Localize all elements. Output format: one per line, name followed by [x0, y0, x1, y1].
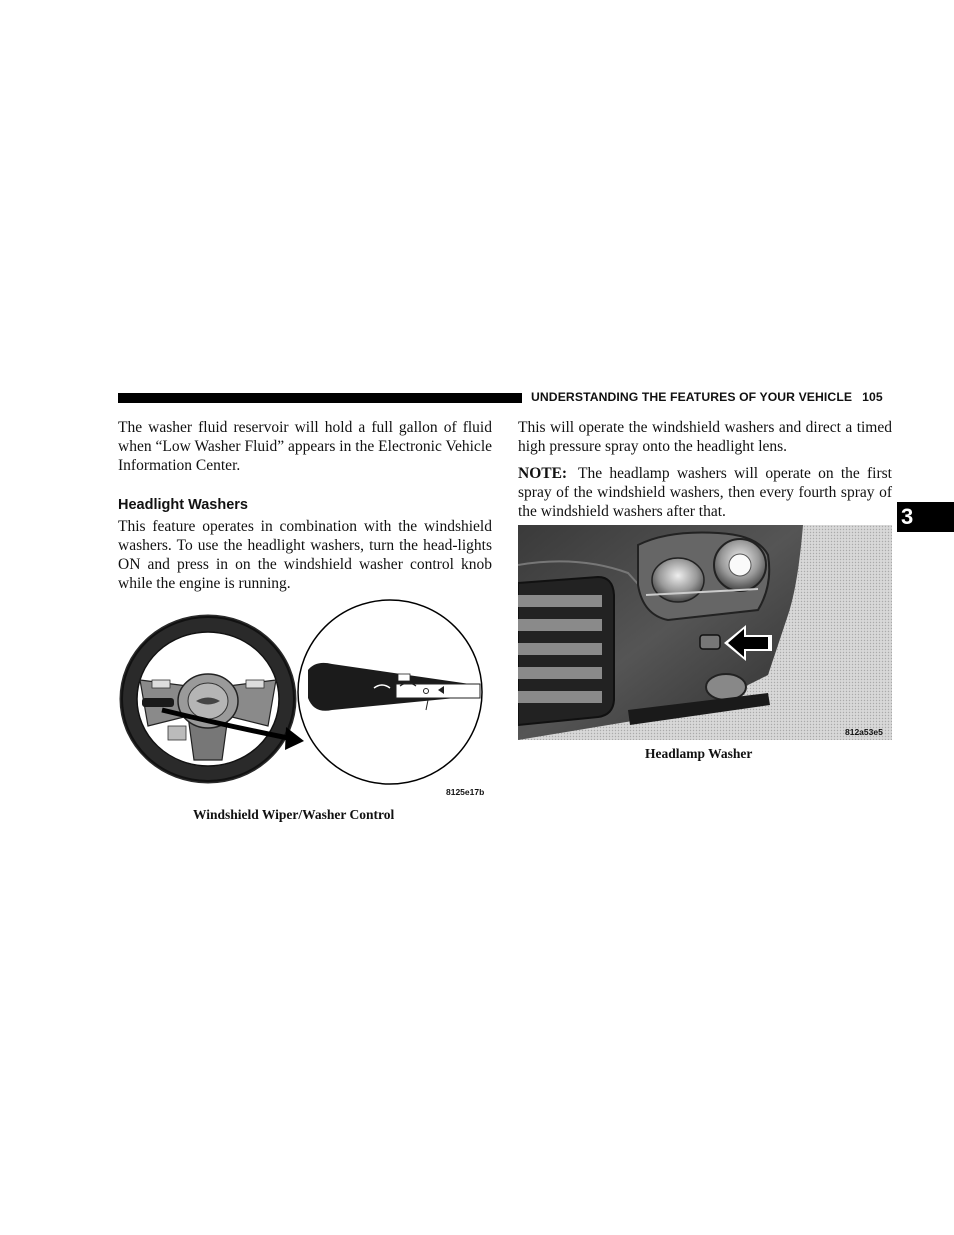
header-rule — [118, 393, 522, 403]
header-title: UNDERSTANDING THE FEATURES OF YOUR VEHICLE — [531, 390, 853, 404]
note-label: NOTE: — [518, 465, 568, 482]
intro-paragraph: The washer fluid reservoir will hold a full gallon of fluid when “Low Washer Fluid” appears in the Electronic Vehicle Information Center. — [118, 419, 492, 474]
left-column — [118, 418, 492, 593]
caption-wiper: Windshield Wiper/Washer Control — [193, 807, 395, 822]
headlamp-washer-photo — [518, 525, 892, 740]
washer-nozzle-icon — [700, 635, 720, 649]
magnified-stalk-icon — [298, 600, 482, 784]
chapter-tab: 3 — [897, 502, 954, 532]
body-paragraph: This feature operates in combination with the windshield washers. To use the headlight washers, turn the head-lights ON and press in on the windshield washer control knob while the engine is running. — [118, 518, 492, 592]
running-header — [531, 390, 891, 404]
body-paragraph-right: This will operate the windshield washers and direct a timed high pressure spray onto the headlight lens. — [518, 419, 892, 455]
headlamp-icon — [638, 533, 769, 621]
page-number: 105 — [862, 390, 883, 404]
caption-headlamp: Headlamp Washer — [645, 746, 753, 761]
wiper-control-illustration — [118, 598, 492, 800]
note-paragraph — [518, 464, 892, 521]
figure-code-wiper: 8125e17b — [446, 787, 485, 797]
fog-lamp-icon — [706, 674, 746, 700]
section-heading: Headlight Washers — [118, 497, 248, 513]
grille-icon — [518, 577, 614, 725]
right-column — [518, 418, 892, 521]
figure-code-headlamp: 812a53e5 — [845, 727, 883, 737]
steering-wheel-icon — [122, 617, 294, 781]
note-text: The headlamp washers will operate on the first spray of the windshield washers, then every fourth spray of the windshield washers after that. — [518, 465, 892, 520]
